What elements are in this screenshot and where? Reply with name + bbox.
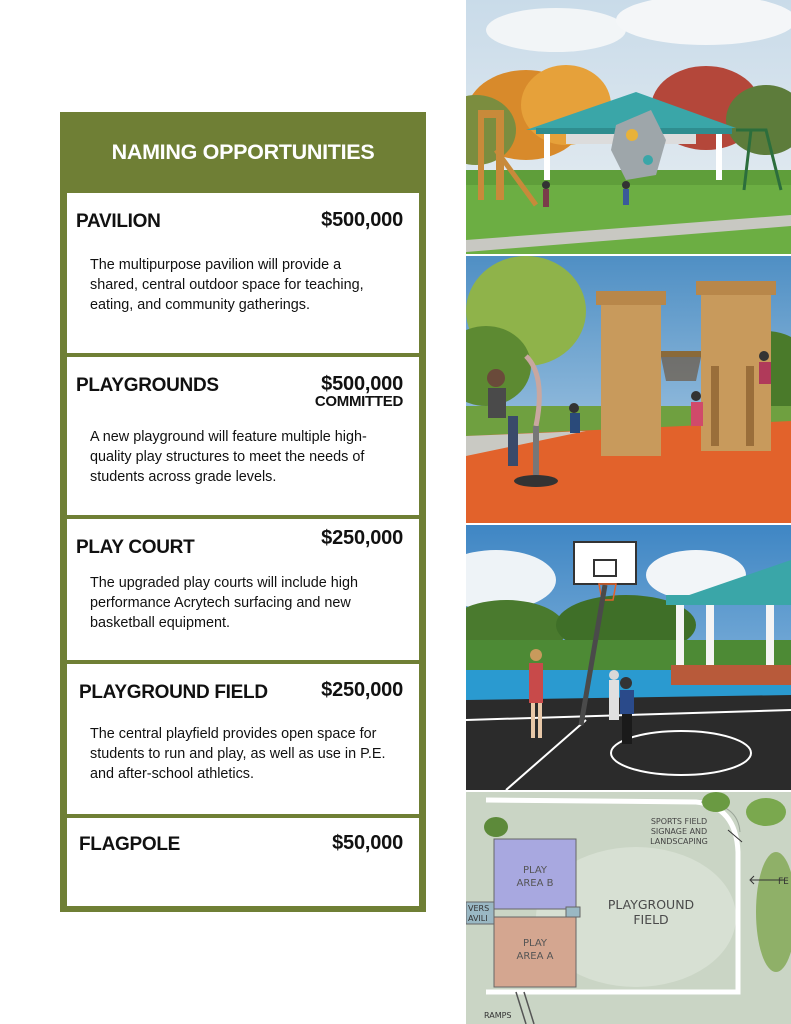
card-price: $500,000 (321, 373, 403, 395)
pavilion-photo (466, 0, 791, 254)
play-court-photo (466, 525, 791, 790)
playground-field-label: PLAYGROUND FIELD (607, 897, 695, 927)
committed-badge: COMMITTED (314, 393, 403, 410)
sports-signage-label: SPORTS FIELD SIGNAGE AND LANDSCAPING (650, 817, 708, 846)
pavilion-plan-label: VERS AVILI (468, 904, 490, 923)
ramps-label: RAMPS (484, 1011, 512, 1020)
card-price: $500,000 (321, 209, 403, 231)
playgrounds-photo (466, 256, 791, 523)
card-name: PLAYGROUNDS (76, 375, 219, 396)
card-price: $250,000 (321, 527, 403, 549)
naming-opportunities-panel (60, 112, 426, 912)
card-price: $50,000 (332, 832, 403, 854)
panel-title: NAMING OPPORTUNITIES (111, 139, 375, 164)
card-description: A new playground will feature multiple high-quality play structures to meet the needs of students across grade levels. (90, 429, 367, 486)
card-play-court (67, 519, 419, 660)
card-playground-field (67, 664, 419, 814)
card-name: PLAY COURT (76, 537, 195, 558)
card-name: FLAGPOLE (79, 834, 181, 855)
site-plan-map (466, 792, 791, 1024)
card-description: The multipurpose pavilion will provide a shared, central outdoor space for teaching, eating, and community gatherings. (90, 257, 364, 314)
play-area-b-label: PLAY AREA B (516, 865, 554, 889)
card-price: $250,000 (321, 679, 403, 701)
card-playgrounds (67, 357, 419, 515)
card-pavilion (67, 193, 419, 353)
card-name: PAVILION (76, 211, 161, 232)
card-flagpole (67, 818, 419, 906)
card-name: PLAYGROUND FIELD (79, 682, 268, 703)
play-area-a-label: PLAY AREA A (516, 938, 554, 962)
fe-label: FE (778, 877, 789, 887)
card-description: The central playfield provides open space for students to run and play, as well as use in P.E. and after-school athletics. (90, 726, 386, 783)
card-description: The upgraded play courts will include high performance Acrytech surfacing and new basketball equipment. (90, 575, 358, 632)
